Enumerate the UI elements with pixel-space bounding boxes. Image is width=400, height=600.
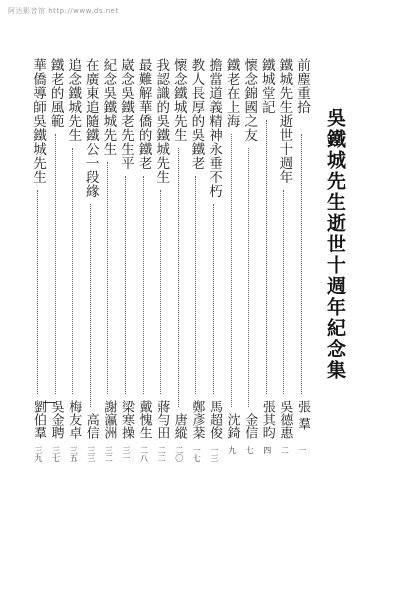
- toc-entry-author: 劉伯羣: [31, 400, 46, 439]
- toc-entry-page: 三一: [122, 446, 131, 462]
- toc-entry[interactable]: [98, 58, 118, 548]
- toc-entry-author: 梁寒操: [119, 400, 134, 439]
- toc-entry[interactable]: [204, 58, 224, 548]
- toc-entry-title: 懷念錦國之友: [241, 58, 258, 142]
- toc-entry-title: 紀念吳鐵城先生: [100, 58, 117, 156]
- toc-leader-dots: [283, 190, 284, 394]
- toc-entry-page: 四: [262, 446, 272, 454]
- toc-entry[interactable]: [63, 58, 83, 548]
- toc-leader-dots: [37, 190, 38, 394]
- toc-entry-page: 一: [298, 446, 307, 454]
- watermark-text: 阿达影音馆 http://www.ds.net: [8, 7, 119, 15]
- toc-entry[interactable]: [134, 58, 154, 548]
- toc-entry-author: 謝瀛洲: [101, 400, 117, 439]
- toc-entry[interactable]: [186, 58, 206, 548]
- toc-leader-dots: [248, 148, 249, 407]
- toc-entry-title: 追念鐵城先生: [65, 58, 82, 142]
- toc-entry-page: 二: [280, 446, 290, 454]
- toc-entry-page: 三二: [104, 446, 114, 462]
- toc-entry-page: 三九: [34, 446, 43, 462]
- toc-entry[interactable]: [274, 58, 294, 548]
- toc-entry-page: 三七: [51, 446, 61, 462]
- toc-entry-title: 懷念鐵城先生: [170, 58, 187, 142]
- toc-entry[interactable]: [46, 58, 66, 548]
- toc-entry[interactable]: [239, 58, 259, 548]
- toc-entry-title: 在廣東追隨鐵公一段緣: [82, 58, 99, 198]
- toc-entry-author: 唐縱: [171, 413, 187, 439]
- toc-entry-page: 一三: [210, 446, 219, 462]
- toc-entry-author: 吳德惠: [277, 400, 293, 439]
- toc-leader-dots: [72, 148, 73, 394]
- toc-entry[interactable]: [81, 58, 101, 548]
- toc-entry-page: 二八: [139, 446, 149, 462]
- toc-leader-dots: [107, 162, 108, 394]
- toc-leader-dots: [213, 204, 214, 394]
- toc-entry[interactable]: [292, 58, 312, 548]
- toc-entry-title: 最難解華僑的鐵老: [135, 58, 152, 170]
- toc-entry[interactable]: [257, 58, 277, 548]
- toc-entry-page: 三三: [86, 446, 96, 462]
- toc-entry-title: 崴念吳鐵老先生平: [118, 58, 134, 170]
- toc-leader-dots: [195, 176, 196, 394]
- toc-entry-author: 張其昀: [259, 400, 275, 439]
- toc-leader-dots: [178, 148, 179, 407]
- toc-entry[interactable]: [222, 58, 242, 548]
- toc-entry-author: 沈錡: [224, 413, 240, 439]
- toc-entry-title: 教人長厚的吳鐵老: [188, 58, 205, 170]
- toc-entry-title: 鐵老的風範: [47, 58, 64, 128]
- toc-entry-page: 七: [245, 446, 255, 454]
- toc-entry[interactable]: [151, 58, 171, 548]
- toc-entry-page: 二二: [157, 446, 167, 462]
- toc-entry-page: 九: [227, 446, 237, 454]
- toc-entry-title: 華僑導師吳鐵城先生: [30, 58, 46, 184]
- toc-entry-page: 一七: [192, 446, 202, 462]
- toc-entry-page: 三五: [69, 446, 79, 462]
- toc-entry-author: 金信: [242, 413, 258, 439]
- toc-entry-author: 馬超俊: [207, 400, 222, 439]
- toc-entry-author: 吳金聘: [48, 400, 64, 439]
- toc-entry[interactable]: [116, 58, 136, 548]
- toc-leader-dots: [160, 190, 161, 394]
- toc-leader-dots: [266, 120, 267, 394]
- toc-entry-title: 前塵重拾: [294, 58, 310, 114]
- toc-entry[interactable]: [28, 58, 48, 548]
- toc-entry-title: 鐵城堂記: [258, 58, 275, 114]
- toc-entry-author: 高信: [83, 413, 99, 439]
- toc-entry-author: 戴愧生: [136, 400, 152, 439]
- toc-leader-dots: [143, 176, 144, 394]
- toc-entry-author: 鄭彥棻: [189, 400, 205, 439]
- toc-entry-title: 我認識的吳鐵城先生: [153, 58, 170, 184]
- toc-leader-dots: [231, 134, 232, 407]
- toc-leader-dots: [90, 204, 91, 407]
- toc-leader-dots: [301, 134, 302, 394]
- toc-entry-title: 鐵城先生逝世十週年: [276, 58, 293, 184]
- toc-leader-dots: [125, 176, 126, 394]
- toc-entry-author: 蔣勻田: [154, 400, 170, 439]
- toc-entry-author: 張 羣: [295, 400, 310, 431]
- toc-entry-title: 擔當道義精神永垂不朽: [206, 58, 222, 198]
- toc-entry-title: 鐵老在上海: [223, 58, 240, 128]
- book-title: 吳鐵城先生逝世十週年紀念集: [324, 108, 346, 381]
- toc-entry-page: 二〇: [174, 446, 184, 462]
- toc-leader-dots: [55, 134, 56, 394]
- toc-entry[interactable]: [169, 58, 189, 548]
- toc-entry-author: 梅友卓: [66, 400, 82, 439]
